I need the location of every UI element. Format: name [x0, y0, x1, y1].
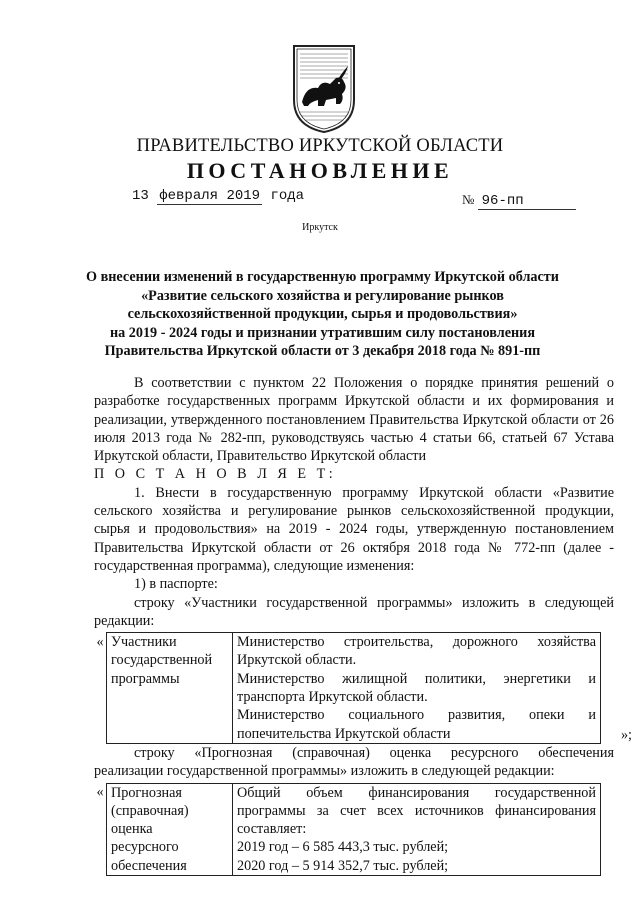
date-day: 13 — [132, 188, 149, 204]
document-body — [94, 374, 632, 876]
table-row — [107, 633, 601, 744]
close-quote: »; — [620, 726, 632, 743]
heading-line: сельскохозяйственной продукции, сырья и продовольствия» — [127, 306, 518, 323]
participants-row-instruction-cont: редакции: — [94, 612, 155, 629]
heading-line: О внесении изменений в государственную программу Иркутской области — [86, 269, 559, 285]
date-suffix: года — [270, 188, 305, 204]
participants-row-instruction: строку «Участники государственной программы» изложить в следующей — [134, 594, 614, 611]
number-label: № — [462, 192, 475, 207]
resolution-heading — [80, 268, 565, 361]
participants-table — [96, 632, 601, 744]
open-quote: « — [96, 633, 104, 650]
number-value: 96-пп — [478, 193, 576, 210]
city-name: Иркутск — [302, 222, 338, 233]
table-row — [107, 783, 601, 875]
preamble-paragraph: В соответствии с пунктом 22 Положения о порядке принятия решений о разработке государственных программ Иркутской области и их формирования и реализации, утвержденного постановлением Правительства Иркутской области от 26 июля 2013 года № 282-пп, руководствуясь частью 4 статьи 66, статьей 67 Устава Иркутской области, Правительство Иркутской области — [94, 375, 614, 465]
document-number — [462, 192, 576, 210]
item-1-paragraph: 1. Внести в государственную программу Иркутской области «Развитие сельского хозяйства и регулирование рынков сельскохозяйственной продукции, сырья и продовольствия» на 2019 - 2024 годы, утвержденную постановлением Правительства Иркутской области от 26 октября 2018 года № 772-пп (далее - государственная программа), следующие изменения: — [94, 484, 614, 574]
government-name: ПРАВИТЕЛЬСТВО ИРКУТСКОЙ ОБЛАСТИ — [136, 136, 504, 156]
table-cell-label: « Прогнозная (справочная) оценка ресурсного обеспечения — [107, 783, 233, 875]
date-month-year: февраля 2019 — [159, 188, 261, 204]
table-cell-value: Общий объем финансирования государственной программы за счет всех источников финансирования составляет: 2019 год – 6 585 443,3 тыс. рублей; 2020 год – 5 914 352,7 тыс. рублей; — [233, 783, 601, 875]
coat-of-arms-emblem — [292, 42, 356, 134]
resources-table-wrap — [94, 783, 614, 876]
table-cell-value: Министерство строительства, дорожного хозяйства Иркутской области. Министерство жилищной политики, энергетики и транспорта Иркутской области. Министерство социального развития, опеки и попечительства Иркутской области — [233, 633, 601, 744]
resolves-word: П О С Т А Н О В Л Я Е Т: — [94, 466, 337, 483]
subitem-1-paragraph: 1) в паспорте: — [134, 576, 218, 593]
participants-table-wrap — [94, 632, 632, 744]
heading-line: на 2019 - 2024 годы и признании утратившим силу постановления — [109, 324, 536, 341]
document-type-title: ПОСТАНОВЛЕНИЕ — [186, 158, 454, 183]
open-quote: « — [96, 784, 104, 801]
document-date — [132, 188, 304, 204]
heading-line: Правительства Иркутской области от 3 декабря 2018 года № 891-пп — [104, 343, 541, 360]
resources-row-instruction: строку «Прогнозная (справочная) оценка ресурсного обеспечения — [134, 744, 614, 761]
resources-table — [96, 783, 601, 876]
heading-line: «Развитие сельского хозяйства и регулирование рынков — [141, 287, 504, 304]
table-cell-label: « Участники государственной программы — [107, 633, 233, 744]
resources-row-instruction-cont: реализации государственной программы» изложить в следующей редакции: — [94, 763, 555, 780]
